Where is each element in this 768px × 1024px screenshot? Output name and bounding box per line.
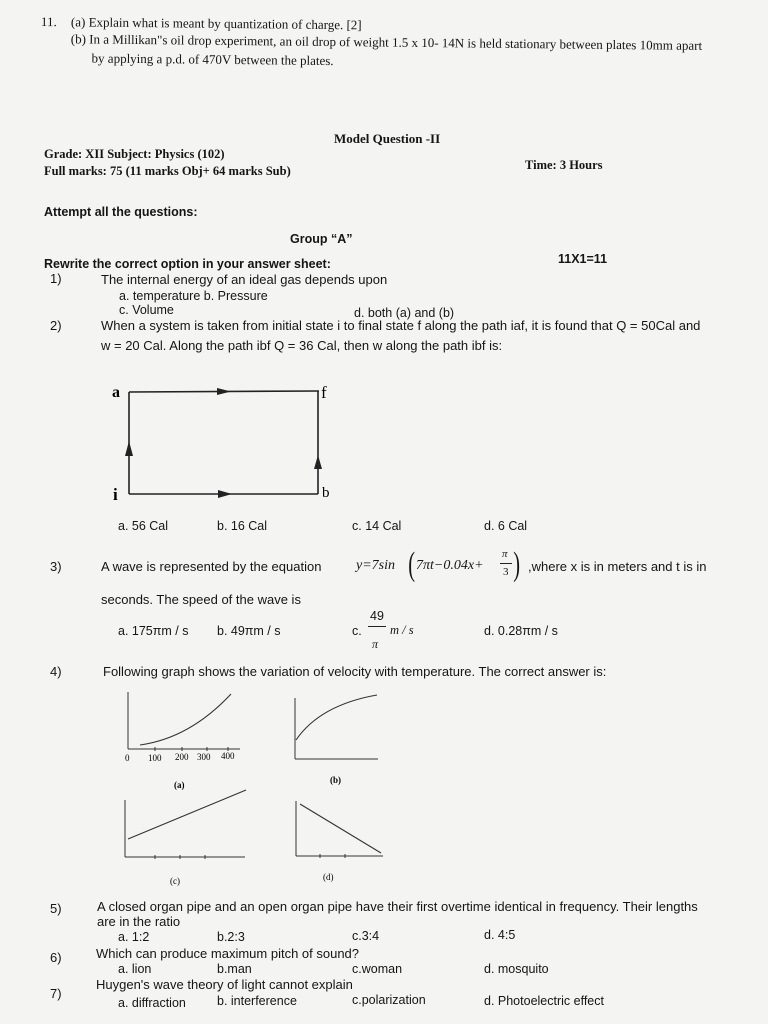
state-b-label: b (322, 485, 330, 501)
q7-option-c: c.polarization (352, 993, 426, 1007)
q1-option-d: d. both (a) and (b) (354, 306, 455, 320)
q11-part-b-line1: (b) In a Millikan"s oil drop experiment, an oil drop of weight 1.5 x 10- 14N is held stationary between plates 10mm apart (70, 31, 703, 53)
equation-inner: 7πt−0.04x+ (416, 558, 484, 573)
q11-part-b-line2: by applying a p.d. of 470V between the plates. (91, 50, 334, 69)
q1-options-ab: a. temperature b. Pressure (119, 289, 268, 303)
graph-a-tick-0: 0 (125, 753, 130, 763)
q3-option-b: b. 49πm / s (217, 624, 281, 638)
q3-option-c-unit: m / s (390, 623, 414, 637)
q3-text-pre: A wave is represented by the equation (101, 559, 322, 574)
q5-option-d: d. 4:5 (484, 928, 516, 942)
q5-option-c: c.3:4 (352, 929, 380, 943)
q1-option-c: c. Volume (119, 303, 174, 317)
q6-option-c: c.woman (352, 962, 403, 976)
group-marks: 11X1=11 (558, 252, 608, 266)
q7-number: 7) (50, 986, 62, 1001)
q2-option-c: c. 14 Cal (352, 519, 402, 533)
graph-a-tick-300: 300 (197, 752, 211, 762)
q6-option-a: a. lion (118, 962, 152, 976)
q3-number: 3) (50, 559, 62, 574)
right-paren: ) (513, 546, 521, 583)
graph-a-tick-400: 400 (221, 751, 235, 761)
graph-d-label: (d) (323, 872, 334, 882)
attempt-instruction: Attempt all the questions: (44, 205, 198, 219)
q5-number: 5) (50, 901, 62, 916)
q3-option-c-prefix: c. (352, 624, 362, 638)
graph-c-label: (c) (170, 876, 180, 886)
group-heading: Group “A” (290, 232, 353, 246)
q4-number: 4) (50, 664, 62, 679)
q7-option-d: d. Photoelectric effect (484, 994, 604, 1008)
left-paren: ( (408, 546, 416, 583)
q6-text: Which can produce maximum pitch of sound? (96, 946, 360, 961)
q3-option-d: d. 0.28πm / s (484, 624, 558, 638)
q1-text: The internal energy of an ideal gas depends upon (101, 272, 388, 287)
q3-option-c-denominator: π (372, 637, 379, 651)
rewrite-instruction: Rewrite the correct option in your answer sheet: (44, 257, 331, 271)
q7-text: Huygen's wave theory of light cannot explain (96, 977, 353, 992)
q11-part-a: (a) Explain what is meant by quantization of charge. [2] (70, 14, 362, 33)
q3-text-post: ,where x is in meters and t is in (528, 559, 707, 574)
q11-number: 11. (40, 14, 57, 30)
q3-text-line2: seconds. The speed of the wave is (101, 592, 301, 607)
q2-option-a: a. 56 Cal (118, 519, 169, 533)
q4-text: Following graph shows the variation of velocity with temperature. The correct answer is: (103, 664, 607, 679)
q7-option-b: b. interference (217, 994, 297, 1008)
equation-lhs: y=7sin (356, 558, 395, 573)
state-i-label: i (113, 485, 118, 504)
grade-subject: Grade: XII Subject: Physics (102) (44, 147, 225, 161)
q2-text-line1: When a system is taken from initial state i to final state f along the path iaf, it is found that Q = 50Cal and (101, 318, 701, 333)
q2-text-line2: w = 20 Cal. Along the path ibf Q = 36 Cal, then w along the path ibf is: (101, 338, 503, 353)
q6-option-b: b.man (217, 962, 252, 976)
q3-option-c-numerator: 49 (370, 609, 384, 623)
q6-option-d: d. mosquito (484, 962, 549, 976)
q2-option-b: b. 16 Cal (217, 519, 268, 533)
q2-option-d: d. 6 Cal (484, 519, 528, 533)
q5-text-line1: A closed organ pipe and an open organ pipe have their first overtime identical in frequency. Their lengths (97, 899, 698, 914)
graph-a-tick-100: 100 (148, 753, 162, 763)
equation-3: 3 (503, 566, 509, 578)
q5-text-line2: are in the ratio (97, 914, 181, 929)
state-a-label: a (112, 384, 120, 401)
q2-number: 2) (50, 318, 62, 333)
q5-option-a: a. 1:2 (118, 930, 150, 944)
state-f-label: f (321, 383, 327, 402)
full-marks: Full marks: 75 (11 marks Obj+ 64 marks Sub) (44, 164, 291, 178)
graph-b-label: (b) (330, 775, 341, 785)
equation-pi: π (502, 548, 508, 560)
q3-option-a: a. 175πm / s (118, 624, 189, 638)
graph-a-label: (a) (174, 780, 185, 790)
time-allowed: Time: 3 Hours (525, 158, 603, 172)
q7-option-a: a. diffraction (118, 996, 186, 1010)
paper-title: Model Question -II (334, 131, 441, 146)
graph-a-tick-200: 200 (175, 752, 189, 762)
q5-option-b: b.2:3 (217, 930, 245, 944)
q1-number: 1) (50, 271, 62, 286)
q6-number: 6) (50, 950, 62, 965)
